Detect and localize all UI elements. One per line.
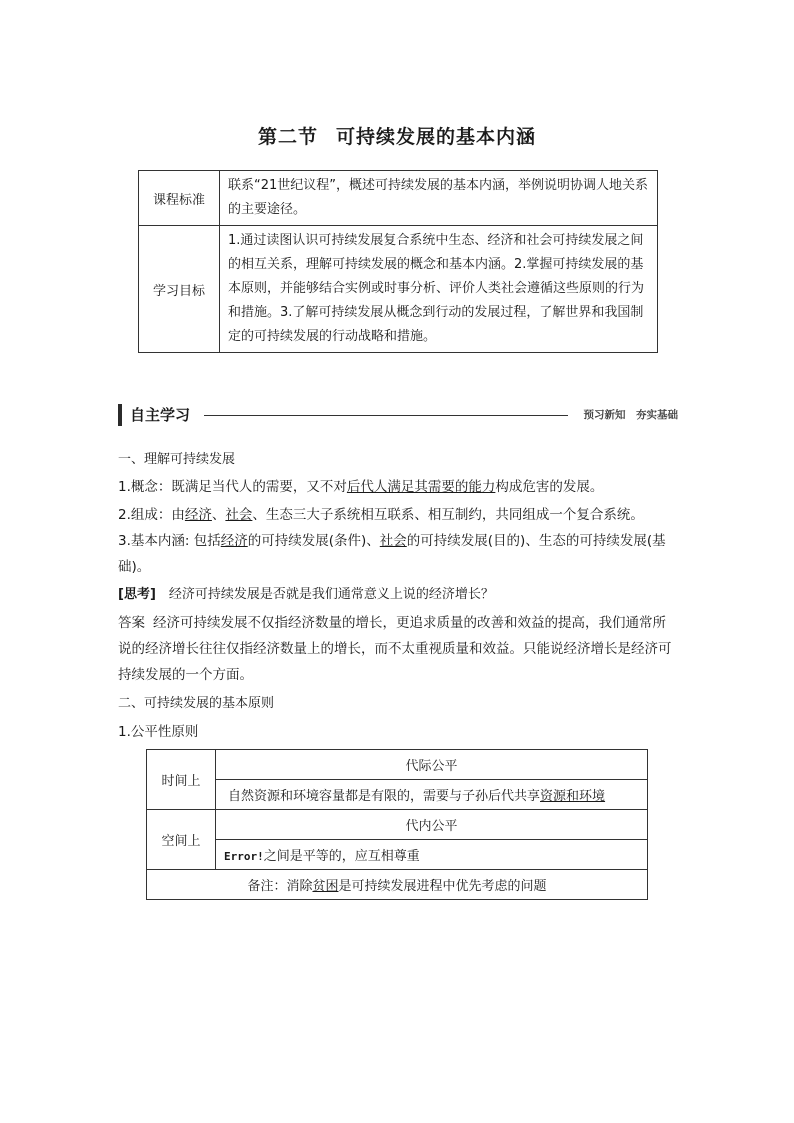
note-underline: 贫困 (312, 879, 339, 894)
title-part1: 第二节 (257, 126, 318, 148)
space-head: 代内公平 (216, 810, 648, 840)
concept-underline: 后代人满足其需要的能力 (346, 479, 496, 495)
think-tag: [思考] (118, 587, 156, 602)
space-error: Error! (224, 850, 264, 863)
composition-prefix: 2.组成：由 (118, 507, 185, 523)
table-row (147, 750, 648, 780)
table-row (139, 171, 658, 226)
standards-header: 课程标准 (139, 171, 220, 226)
table-row (147, 840, 648, 870)
standards-table (138, 170, 658, 353)
fairness-table (146, 749, 648, 900)
section-subtitle: 预习新知 夯实基础 (583, 409, 678, 421)
answer-block (118, 610, 678, 688)
concept-line (118, 474, 678, 500)
standards-content: 联系“21世纪议程”，概述可持续发展的基本内涵，举例说明协调人地关系的主要途径。 (220, 171, 658, 226)
fair-title: 1.公平性原则 (118, 724, 199, 740)
time-desc-u2: 环境 (579, 789, 606, 804)
time-desc-and: 和 (566, 789, 580, 804)
goals-content: 1.通过读图认识可持续发展复合系统中生态、经济和社会可持续发展之间的相互关系，理解可持续发展的概念和基本内涵。2.掌握可持续发展的基本原则，并能够结合实例或时事分析、评价人类社会遵循这些原则的行为和措施。3.了解可持续发展从概念到行动的发展过程，了解世界和我国制定的可持续发展的行动战略和措施。 (220, 226, 658, 353)
title-part2: 可持续发展的基本内涵 (336, 126, 537, 148)
time-label: 时间上 (147, 750, 216, 810)
composition-line (118, 502, 678, 528)
composition-suffix: 、生态三大子系统相互联系、相互制约，共同组成一个复合系统。 (252, 507, 644, 523)
space-desc-text: 之间是平等的，应互相尊重 (263, 849, 420, 864)
concept-prefix: 1.概念：既满足当代人的需要，又不对 (118, 479, 347, 495)
table-row (147, 780, 648, 810)
section-bar (118, 402, 678, 428)
page-title (0, 122, 794, 149)
time-desc-u1: 资源 (540, 789, 567, 804)
time-desc-prefix: 自然资源和环境容量都是有限的，需要与子孙后代共享 (228, 789, 541, 804)
content-line (118, 528, 678, 580)
content-u2: 社会 (379, 533, 407, 549)
table-row (147, 870, 648, 900)
note-suffix: 是可持续发展进程中优先考虑的问题 (338, 879, 547, 894)
think-line (118, 582, 678, 608)
time-head: 代际公平 (216, 750, 648, 780)
content-u1: 经济 (220, 533, 248, 549)
composition-u1: 经济 (184, 507, 212, 523)
composition-sep: 、 (211, 507, 226, 523)
content-prefix: 3.基本内涵: 包括 (118, 533, 221, 549)
section-label: 自主学习 (118, 404, 190, 426)
space-desc (216, 840, 648, 870)
space-label: 空间上 (147, 810, 216, 870)
heading-understand: 一、理解可持续发展 (118, 452, 236, 467)
heading-principles: 二、可持续发展的基本原则 (118, 696, 275, 711)
time-desc (216, 780, 648, 810)
fair-note (147, 870, 648, 900)
concept-suffix: 构成危害的发展。 (495, 479, 604, 495)
answer-text: 经济可持续发展不仅指经济数量的增长，更追求质量的改善和效益的提高，我们通常所说的经济增长往往仅指经济数量上的增长，而不太重视质量和效益。只能说经济增长是经济可持续发展的一个方面。 (118, 615, 672, 683)
think-question: 经济可持续发展是否就是我们通常意义上说的经济增长？ (168, 587, 494, 602)
note-prefix: 备注：消除 (247, 879, 313, 894)
table-row (139, 226, 658, 353)
content-mid: 的可持续发展(条件)、 (247, 533, 380, 549)
goals-header: 学习目标 (139, 226, 220, 353)
composition-u2: 社会 (225, 507, 253, 523)
section-divider (204, 415, 568, 416)
answer-label: 答案 (118, 615, 145, 631)
table-row (147, 810, 648, 840)
content-suffix: 的可持续发展(目的)、生态的可持续发展(基础)。 (118, 533, 666, 575)
